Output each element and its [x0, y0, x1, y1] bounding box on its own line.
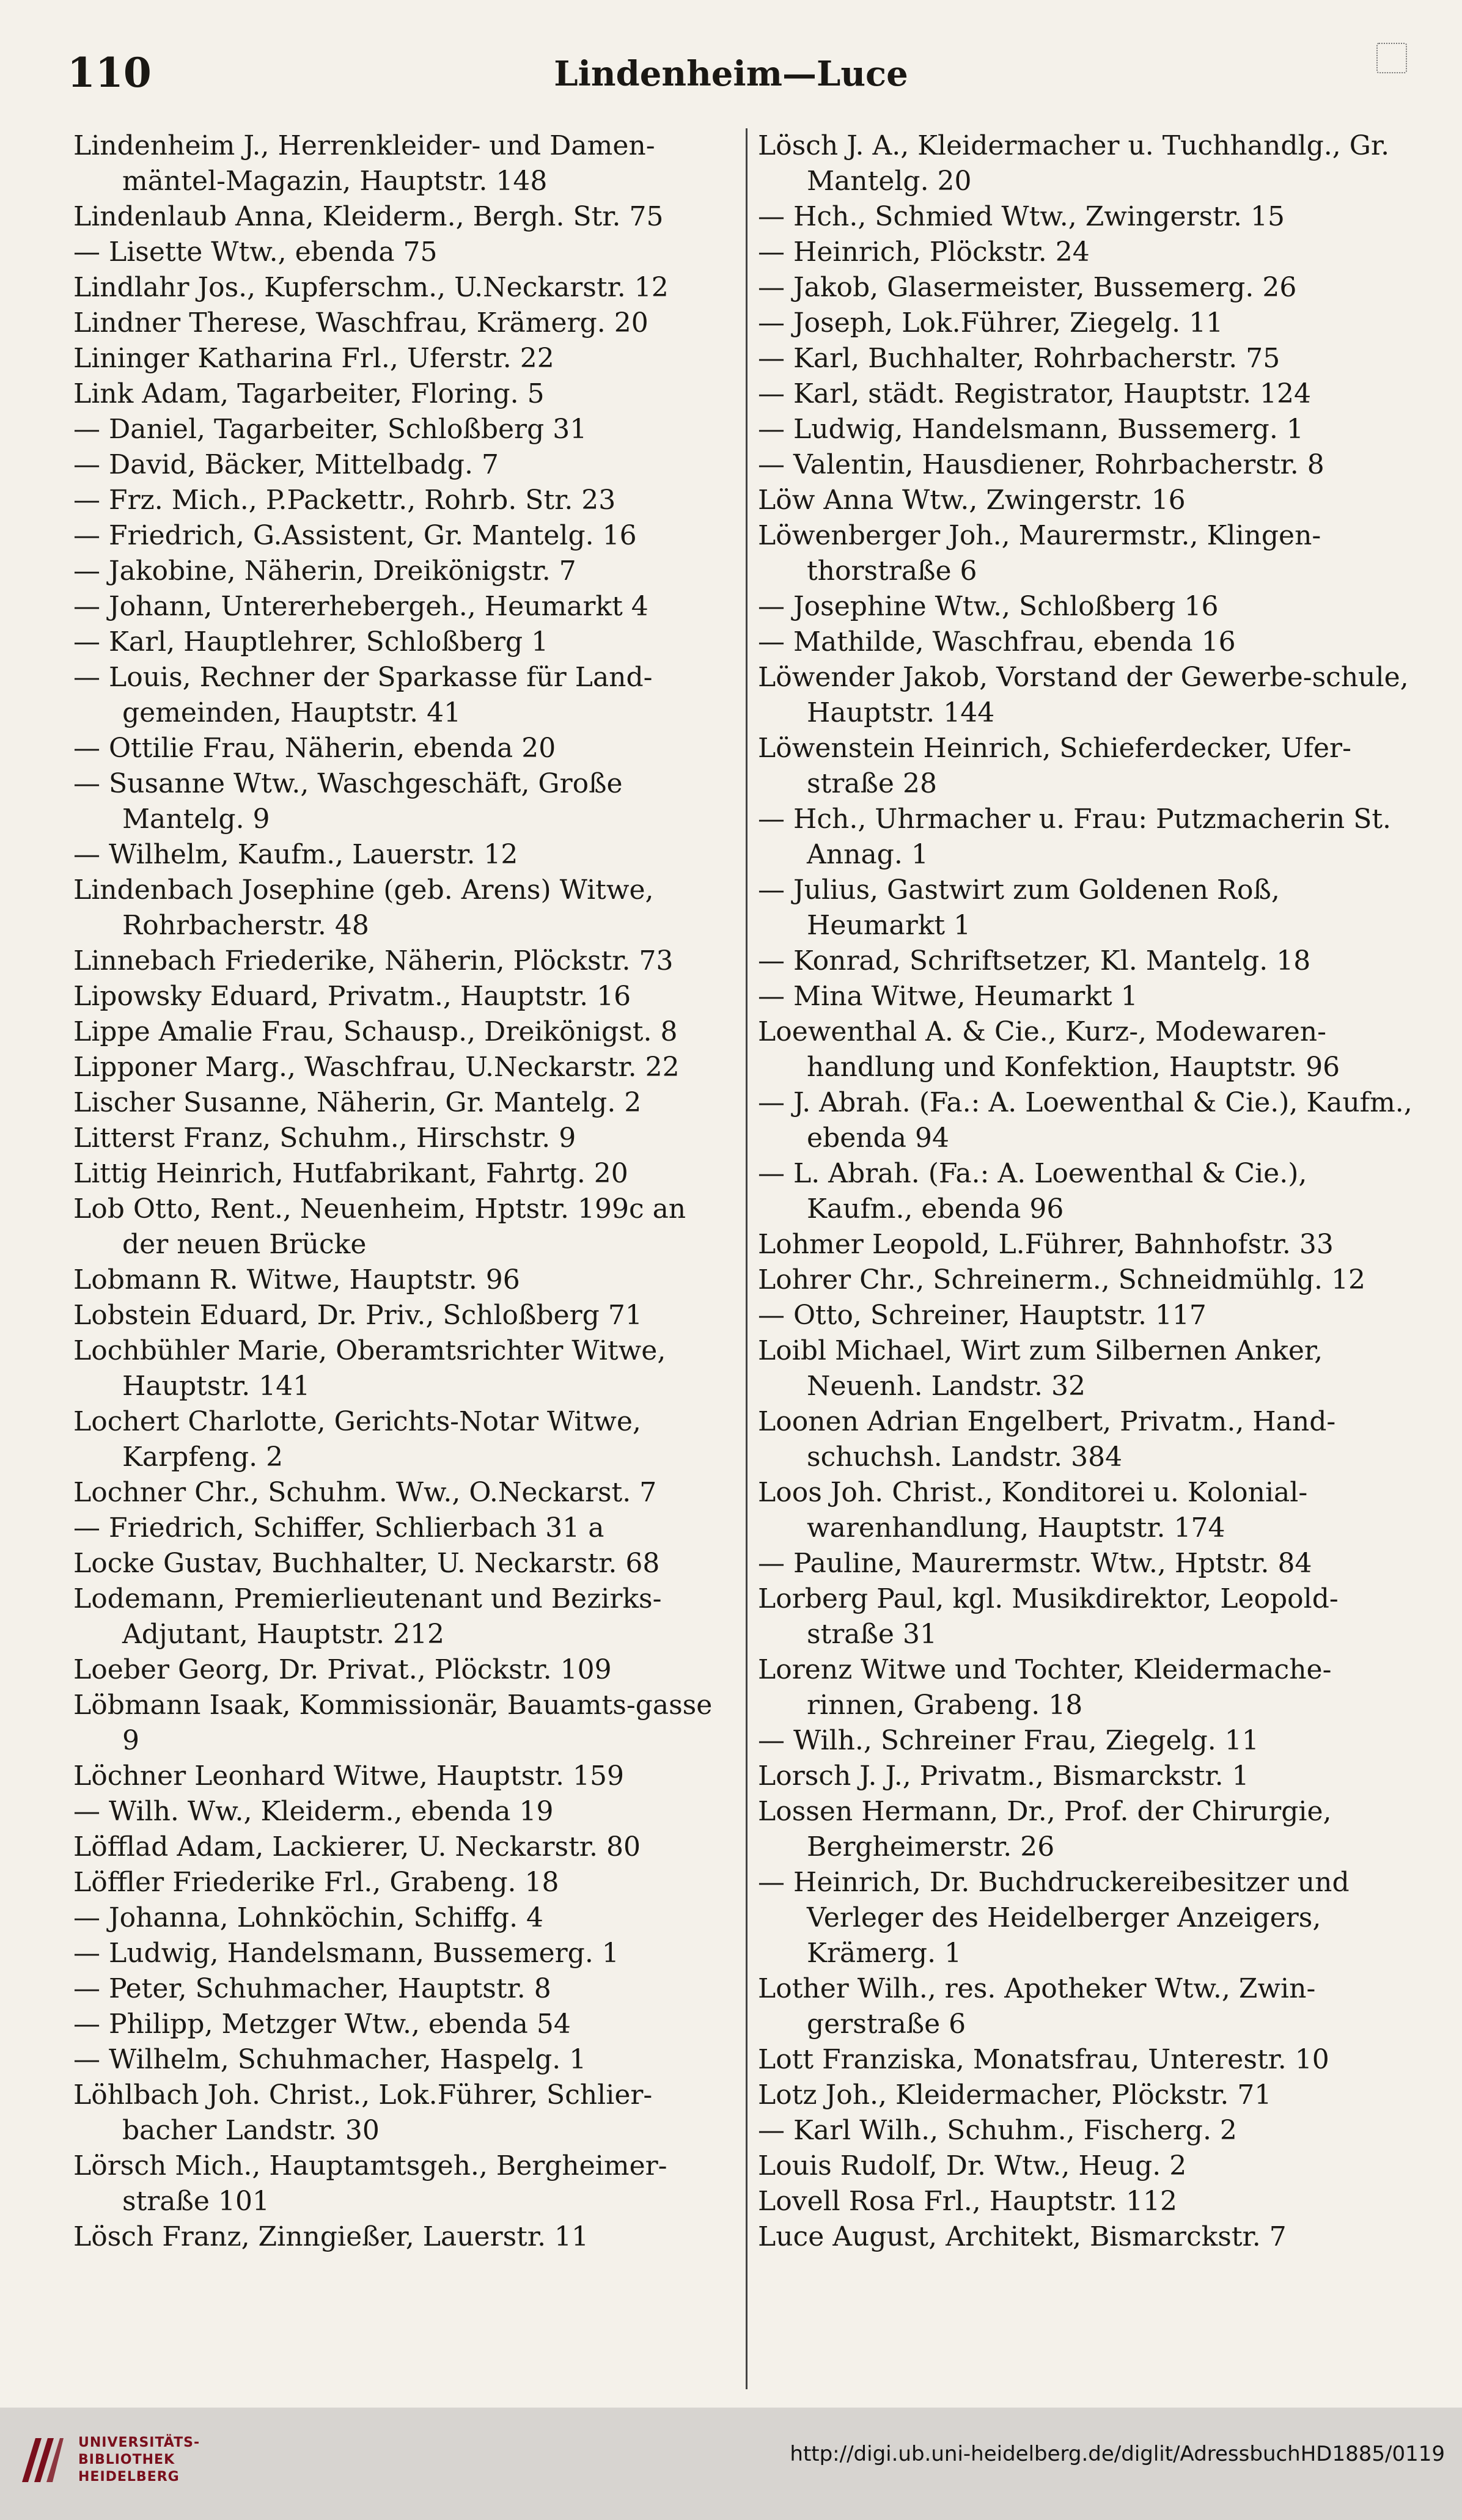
directory-entry: Lininger Katharina Frl., Uferstr. 22 — [73, 343, 554, 374]
directory-entry: Löwenstein Heinrich, Schieferdecker, Ufer-straße 28 — [758, 733, 1351, 799]
directory-entry: — L. Abrah. (Fa.: A. Loewenthal & Cie.), Kaufm., ebenda 96 — [758, 1158, 1307, 1225]
directory-entry: Löbmann Isaak, Kommissionär, Bauamts-gasse 9 — [73, 1690, 713, 1756]
logo-line: BIBLIOTHEK — [78, 2452, 175, 2467]
directory-entry: — Josephine Wtw., Schloßberg 16 — [758, 591, 1219, 622]
right-column — [758, 128, 1418, 2389]
directory-entry: Littig Heinrich, Hutfabrikant, Fahrtg. 20 — [73, 1158, 628, 1189]
directory-entry: — Friedrich, Schiffer, Schlierbach 31 a — [73, 1512, 604, 1544]
directory-entry: Loos Joh. Christ., Konditorei u. Kolonial-warenhandlung, Hauptstr. 174 — [758, 1477, 1308, 1544]
directory-entry: Linnebach Friederike, Näherin, Plöckstr. 73 — [73, 945, 674, 976]
directory-entry: — Joseph, Lok.Führer, Ziegelg. 11 — [758, 307, 1224, 339]
directory-entry: — Friedrich, G.Assistent, Gr. Mantelg. 16 — [73, 520, 637, 551]
directory-entry: Löwender Jakob, Vorstand der Gewerbe-schule, Hauptstr. 144 — [758, 662, 1409, 728]
directory-entry: Lindenbach Josephine (geb. Arens) Witwe, Rohrbacherstr. 48 — [73, 874, 654, 941]
directory-columns — [61, 128, 1412, 2389]
directory-entry: Lippe Amalie Frau, Schausp., Dreikönigst. 8 — [73, 1016, 678, 1047]
directory-entry: Loonen Adrian Engelbert, Privatm., Hand-schuchsh. Landstr. 384 — [758, 1406, 1336, 1473]
directory-entry: Loibl Michael, Wirt zum Silbernen Anker, Neuenh. Landstr. 32 — [758, 1335, 1323, 1402]
directory-entry: Lohmer Leopold, L.Führer, Bahnhofstr. 33 — [758, 1229, 1334, 1260]
directory-entry: Lindenheim J., Herrenkleider- und Damen-mäntel-Magazin, Hauptstr. 148 — [73, 130, 655, 197]
directory-entry: — Susanne Wtw., Waschgeschäft, Große Mantelg. 9 — [73, 768, 623, 835]
directory-entry: — Jakob, Glasermeister, Bussemerg. 26 — [758, 272, 1297, 303]
directory-entry: Lorsch J. J., Privatm., Bismarckstr. 1 — [758, 1760, 1249, 1792]
directory-entry: — Wilhelm, Schuhmacher, Haspelg. 1 — [73, 2044, 587, 2075]
directory-entry: Lorberg Paul, kgl. Musikdirektor, Leopold-straße 31 — [758, 1583, 1339, 1650]
directory-entry: — Mina Witwe, Heumarkt 1 — [758, 981, 1138, 1012]
directory-entry: — Johanna, Lohnköchin, Schiffg. 4 — [73, 1902, 544, 1933]
directory-entry: Lossen Hermann, Dr., Prof. der Chirurgie, Bergheimerstr. 26 — [758, 1796, 1332, 1863]
directory-entry: — Mathilde, Waschfrau, ebenda 16 — [758, 626, 1236, 657]
directory-entry: Lother Wilh., res. Apotheker Wtw., Zwin-gerstraße 6 — [758, 1973, 1316, 2040]
directory-entry: — Heinrich, Dr. Buchdruckereibesitzer und Verleger des Heidelberger Anzeigers, Krämerg. 1 — [758, 1867, 1350, 1969]
directory-entry: — Johann, Untererhebergeh., Heumarkt 4 — [73, 591, 648, 622]
corner-stamp-icon — [1376, 43, 1407, 73]
directory-entry: — Frz. Mich., P.Packettr., Rohrb. Str. 23 — [73, 485, 616, 516]
library-logo-icon — [17, 2432, 65, 2487]
directory-entry: — Karl, Hauptlehrer, Schloßberg 1 — [73, 626, 549, 657]
directory-entry: Lösch Franz, Zinngießer, Lauerstr. 11 — [73, 2221, 589, 2252]
directory-entry: — Daniel, Tagarbeiter, Schloßberg 31 — [73, 414, 587, 445]
directory-entry: Lochert Charlotte, Gerichts-Notar Witwe, Karpfeng. 2 — [73, 1406, 641, 1473]
directory-entry: — Valentin, Hausdiener, Rohrbacherstr. 8 — [758, 449, 1324, 480]
directory-entry: Litterst Franz, Schuhm., Hirschstr. 9 — [73, 1123, 576, 1154]
directory-entry: Lochbühler Marie, Oberamtsrichter Witwe, Hauptstr. 141 — [73, 1335, 666, 1402]
directory-entry: Lodemann, Premierlieutenant und Bezirks-Adjutant, Hauptstr. 212 — [73, 1583, 662, 1650]
directory-entry: Lösch J. A., Kleidermacher u. Tuchhandlg., Gr. Mantelg. 20 — [758, 130, 1390, 197]
directory-entry: Lotz Joh., Kleidermacher, Plöckstr. 71 — [758, 2079, 1272, 2111]
page-number: 110 — [67, 49, 152, 97]
directory-entry: — Wilhelm, Kaufm., Lauerstr. 12 — [73, 839, 518, 870]
directory-entry: — Hch., Schmied Wtw., Zwingerstr. 15 — [758, 201, 1285, 232]
directory-entry: — Wilh., Schreiner Frau, Ziegelg. 11 — [758, 1725, 1259, 1756]
directory-entry: — Wilh. Ww., Kleiderm., ebenda 19 — [73, 1796, 554, 1827]
directory-entry: Lott Franziska, Monatsfrau, Unterestr. 10 — [758, 2044, 1329, 2075]
directory-entry: — Pauline, Maurermstr. Wtw., Hptstr. 84 — [758, 1548, 1312, 1579]
directory-entry: Lindner Therese, Waschfrau, Krämerg. 20 — [73, 307, 648, 339]
directory-entry: — Philipp, Metzger Wtw., ebenda 54 — [73, 2009, 571, 2040]
directory-entry: — J. Abrah. (Fa.: A. Loewenthal & Cie.), Kaufm., ebenda 94 — [758, 1087, 1412, 1154]
library-logo-text — [78, 2434, 200, 2486]
directory-entry: Lindenlaub Anna, Kleiderm., Bergh. Str. 75 — [73, 201, 664, 232]
logo-line: HEIDELBERG — [78, 2469, 180, 2485]
directory-entry: Luce August, Architekt, Bismarckstr. 7 — [758, 2221, 1287, 2252]
directory-entry: Lorenz Witwe und Tochter, Kleidermache-rinnen, Grabeng. 18 — [758, 1654, 1332, 1721]
directory-entry: — Karl Wilh., Schuhm., Fischerg. 2 — [758, 2115, 1237, 2146]
directory-entry: — Karl, städt. Registrator, Hauptstr. 124 — [758, 378, 1311, 409]
directory-entry: Lovell Rosa Frl., Hauptstr. 112 — [758, 2186, 1177, 2217]
directory-entry: — Peter, Schuhmacher, Hauptstr. 8 — [73, 1973, 551, 2004]
directory-entry: — Louis, Rechner der Sparkasse für Land-gemeinden, Hauptstr. 41 — [73, 662, 653, 728]
directory-entry: — Julius, Gastwirt zum Goldenen Roß, Heumarkt 1 — [758, 874, 1280, 941]
logo-line: UNIVERSITÄTS- — [78, 2435, 200, 2450]
column-divider — [746, 128, 748, 2389]
directory-entry: Lobmann R. Witwe, Hauptstr. 96 — [73, 1264, 520, 1295]
page-header — [55, 43, 1407, 110]
source-url-link[interactable]: http://digi.ub.uni-heidelberg.de/diglit/AdressbuchHD1885/0119 — [790, 2442, 1445, 2466]
directory-entry: — Otto, Schreiner, Hauptstr. 117 — [758, 1300, 1207, 1331]
running-head: Lindenheim—Luce — [554, 54, 908, 94]
directory-entry: — David, Bäcker, Mittelbadg. 7 — [73, 449, 499, 480]
directory-entry: Lohrer Chr., Schreinerm., Schneidmühlg. 12 — [758, 1264, 1365, 1295]
directory-entry: Lob Otto, Rent., Neuenheim, Hptstr. 199c an der neuen Brücke — [73, 1193, 686, 1260]
directory-entry: Löw Anna Wtw., Zwingerstr. 16 — [758, 485, 1186, 516]
directory-entry: Lipponer Marg., Waschfrau, U.Neckarstr. 22 — [73, 1052, 680, 1083]
left-column — [73, 128, 733, 2389]
directory-entry: — Lisette Wtw., ebenda 75 — [73, 236, 438, 268]
directory-entry: Loeber Georg, Dr. Privat., Plöckstr. 109 — [73, 1654, 612, 1685]
directory-entry: Louis Rudolf, Dr. Wtw., Heug. 2 — [758, 2150, 1187, 2181]
directory-entry: Lindlahr Jos., Kupferschm., U.Neckarstr. 12 — [73, 272, 669, 303]
directory-entry: Löfflad Adam, Lackierer, U. Neckarstr. 80 — [73, 1831, 641, 1863]
directory-entry: Lobstein Eduard, Dr. Priv., Schloßberg 71 — [73, 1300, 642, 1331]
directory-entry: Löhlbach Joh. Christ., Lok.Führer, Schlier-bacher Landstr. 30 — [73, 2079, 653, 2146]
directory-entry: Locke Gustav, Buchhalter, U. Neckarstr. 68 — [73, 1548, 660, 1579]
directory-entry: — Jakobine, Näherin, Dreikönigstr. 7 — [73, 555, 576, 587]
directory-entry: Lochner Chr., Schuhm. Ww., O.Neckarst. 7 — [73, 1477, 657, 1508]
viewer-footer — [0, 2408, 1462, 2520]
directory-entry: Link Adam, Tagarbeiter, Floring. 5 — [73, 378, 545, 409]
directory-entry: — Hch., Uhrmacher u. Frau: Putzmacherin St. Annag. 1 — [758, 804, 1392, 870]
directory-entry: Löffler Friederike Frl., Grabeng. 18 — [73, 1867, 559, 1898]
directory-entry: — Ludwig, Handelsmann, Bussemerg. 1 — [73, 1938, 619, 1969]
directory-entry: Löwenberger Joh., Maurermstr., Klingen-thorstraße 6 — [758, 520, 1321, 587]
directory-entry: — Heinrich, Plöckstr. 24 — [758, 236, 1090, 268]
directory-entry: Löchner Leonhard Witwe, Hauptstr. 159 — [73, 1760, 625, 1792]
directory-entry: — Karl, Buchhalter, Rohrbacherstr. 75 — [758, 343, 1280, 374]
directory-entry: Lischer Susanne, Näherin, Gr. Mantelg. 2 — [73, 1087, 642, 1118]
directory-entry: Loewenthal A. & Cie., Kurz-, Modewaren-handlung und Konfektion, Hauptstr. 96 — [758, 1016, 1340, 1083]
directory-entry: — Konrad, Schriftsetzer, Kl. Mantelg. 18 — [758, 945, 1311, 976]
directory-entry: — Ottilie Frau, Näherin, ebenda 20 — [73, 733, 556, 764]
directory-entry: Lipowsky Eduard, Privatm., Hauptstr. 16 — [73, 981, 631, 1012]
directory-entry: Lörsch Mich., Hauptamtsgeh., Bergheimer-straße 101 — [73, 2150, 667, 2217]
directory-entry: — Ludwig, Handelsmann, Bussemerg. 1 — [758, 414, 1304, 445]
